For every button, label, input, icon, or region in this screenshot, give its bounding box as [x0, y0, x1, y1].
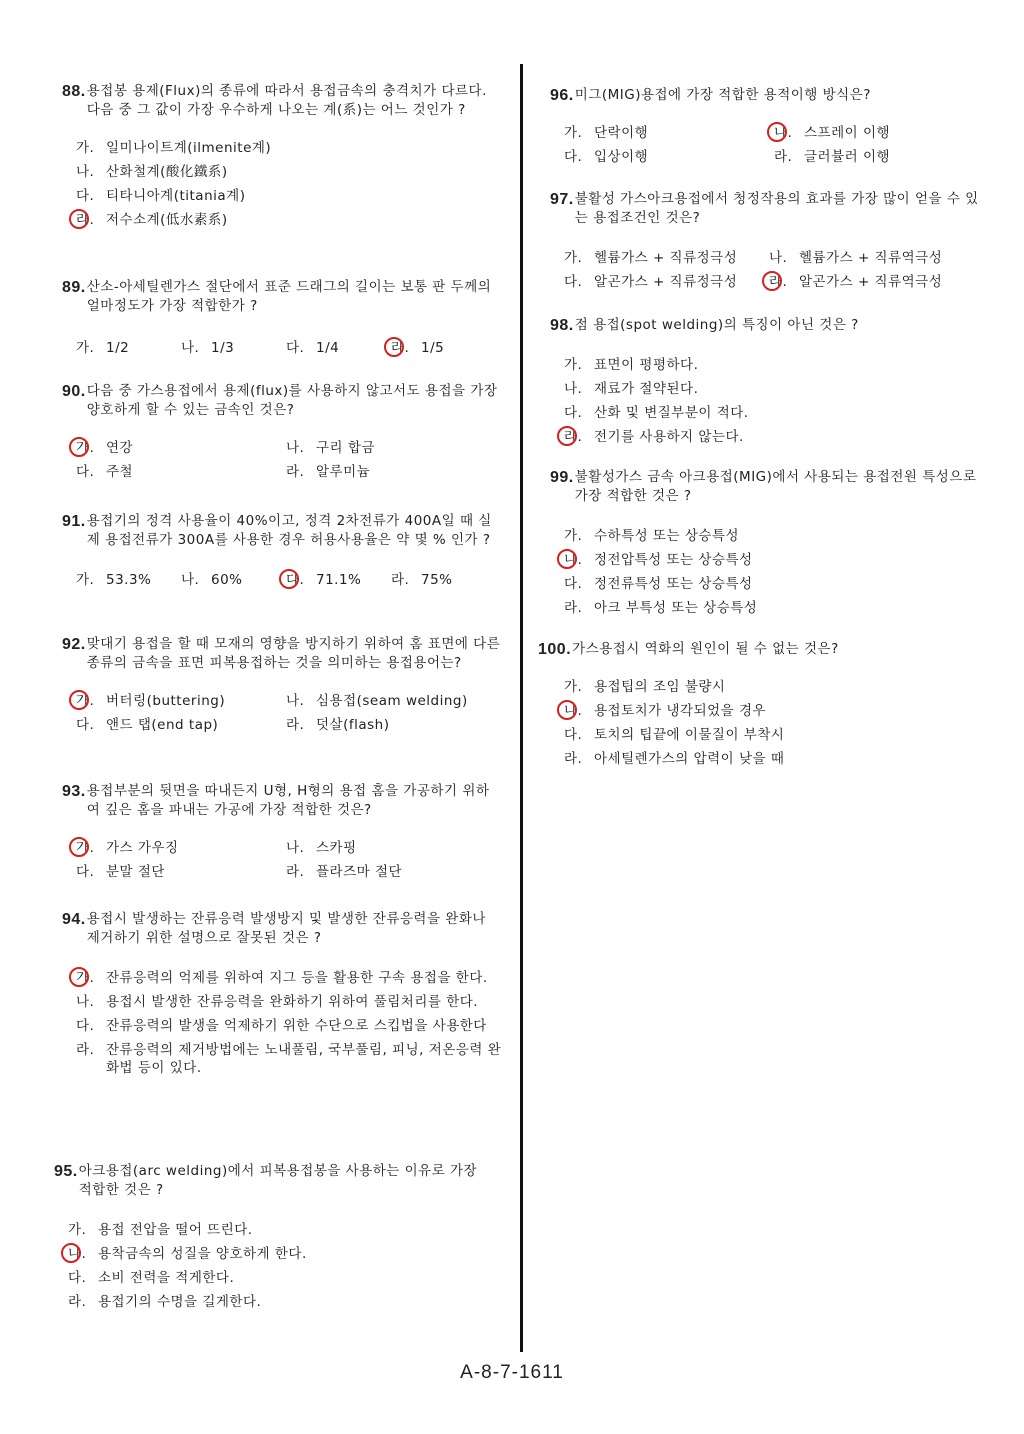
answer-circle-mark [69, 437, 89, 457]
option[interactable]: 나. 스카핑 [286, 840, 357, 856]
option[interactable]: 다. 티타니아계(titania계) [76, 188, 246, 204]
option-selected[interactable]: 라. 1/5 [391, 336, 496, 360]
question-number: 99. [550, 469, 574, 486]
question-number: 91. [62, 513, 86, 530]
question-94 [62, 910, 502, 1080]
option[interactable]: 가. 용접 전압을 떨어 뜨린다. [68, 1222, 253, 1238]
option-selected[interactable]: 가. 버터링(buttering) [76, 689, 286, 713]
option[interactable]: 나. 헬륨가스 + 직류역극성 [769, 250, 943, 266]
answer-circle-mark [557, 549, 577, 569]
option[interactable]: 가. 용접팁의 조임 불량시 [564, 679, 726, 695]
answer-circle-mark [767, 122, 787, 142]
question-92 [62, 635, 502, 737]
option[interactable]: 가. 53.3% [76, 572, 152, 588]
question-number: 88. [62, 83, 86, 100]
option[interactable]: 나. 용접시 발생한 잔류응력을 완화하기 위하여 풀림처리를 한다. [76, 994, 479, 1010]
option[interactable]: 다. 소비 전력을 적게한다. [68, 1270, 235, 1286]
column-divider [520, 64, 523, 1352]
option[interactable]: 라. 알루미늄 [286, 464, 371, 480]
option[interactable]: 라. 글러뷸러 이행 [774, 149, 891, 165]
question-text: 미그(MIG)용접에 가장 적합한 용적이행 방식은? [574, 87, 871, 103]
answer-circle-mark [557, 426, 577, 446]
option[interactable]: 나. 1/3 [181, 340, 235, 356]
answer-circle-mark [69, 690, 89, 710]
question-91 [62, 512, 502, 592]
option[interactable]: 다. 1/4 [286, 340, 340, 356]
question-number: 89. [62, 279, 86, 296]
option[interactable]: 라. 아크 부특성 또는 상승특성 [564, 600, 758, 616]
question-text: 아크용접(arc welding)에서 피복용접봉을 사용하는 이유로 가장 적합한 것은 ? [78, 1163, 478, 1198]
option[interactable]: 가. 단락이행 [564, 125, 649, 141]
option[interactable]: 라. 잔류응력의 제거방법에는 노내풀림, 국부풀림, 피닝, 저온응력 완화법 등이 있다. [76, 1042, 502, 1076]
option-selected[interactable]: 가. 가스 가우징 [76, 836, 286, 860]
option[interactable]: 가. 1/2 [76, 340, 130, 356]
option[interactable]: 다. 산화 및 변질부분이 적다. [564, 405, 749, 421]
option-selected[interactable]: 라. 저수소계(低水素系) [76, 208, 502, 232]
option[interactable]: 다. 정전류특성 또는 상승특성 [564, 576, 753, 592]
answer-circle-mark [69, 209, 89, 229]
question-text: 불활성가스 금속 아크용접(MIG)에서 사용되는 용접전원 특성으로 가장 적합한 것은 ? [574, 469, 977, 504]
question-99 [550, 468, 980, 620]
option[interactable]: 라. 아세틸렌가스의 압력이 낮을 때 [564, 751, 785, 767]
question-text: 불활성 가스아크용접에서 청정작용의 효과를 가장 많이 얻을 수 있는 용접조건인 것은? [574, 191, 979, 226]
question-number: 97. [550, 191, 574, 208]
question-text: 용접시 발생하는 잔류응력 발생방지 및 발생한 잔류응력을 완화나 제거하기 위한 설명으로 잘못된 것은 ? [86, 911, 486, 946]
question-text: 점 용접(spot welding)의 특징이 아닌 것은 ? [574, 317, 859, 333]
option[interactable]: 가. 일미나이트계(ilmenite계) [76, 140, 272, 156]
option-selected[interactable]: 가. 잔류응력의 억제를 위하여 지그 등을 활용한 구속 용접을 한다. [76, 966, 502, 990]
option[interactable]: 나. 60% [181, 572, 243, 588]
question-number: 100. [538, 641, 572, 658]
question-text: 가스용접시 역화의 원인이 될 수 없는 것은? [572, 641, 839, 657]
option[interactable]: 다. 주철 [76, 464, 134, 480]
answer-circle-mark [279, 569, 299, 589]
answer-circle-mark [69, 837, 89, 857]
question-text: 맞대기 용접을 할 때 모재의 영향을 방지하기 위하여 홈 표면에 다른 종류의 금속을 표면 피복용접하는 것을 의미하는 용접용어는? [86, 636, 501, 671]
option[interactable]: 가. 수하특성 또는 상승특성 [564, 528, 739, 544]
option[interactable]: 나. 산화철계(酸化鐵系) [76, 164, 228, 180]
option-selected[interactable]: 나. 용접토치가 냉각되었을 경우 [564, 699, 968, 723]
question-93 [62, 782, 502, 884]
question-text: 용접봉 용제(Flux)의 종류에 따라서 용접금속의 충격치가 다르다. 다음 중 그 값이 가장 우수하게 나오는 계(系)는 어느 것인가 ? [86, 83, 487, 118]
option[interactable]: 가. 헬륨가스 + 직류정극성 [564, 250, 738, 266]
answer-circle-mark [384, 337, 404, 357]
page-footer-code: A-8-7-1611 [460, 1362, 564, 1383]
option[interactable]: 다. 알곤가스 + 직류정극성 [564, 274, 738, 290]
option-selected[interactable]: 나. 스프레이 이행 [774, 121, 984, 145]
question-88 [62, 82, 502, 232]
question-number: 94. [62, 911, 86, 928]
question-100 [538, 640, 968, 771]
option[interactable]: 다. 분말 절단 [76, 864, 165, 880]
question-text: 다음 중 가스용접에서 용제(flux)를 사용하지 않고서도 용접을 가장 양호하게 할 수 있는 금속인 것은? [86, 383, 498, 418]
question-text: 용접기의 정격 사용율이 40%이고, 정격 2차전류가 400A일 때 실제 용접전류가 300A를 사용한 경우 허용사용율은 약 몇 % 인가 ? [86, 513, 492, 548]
option[interactable]: 나. 구리 합금 [286, 440, 375, 456]
option[interactable]: 라. 덧살(flash) [286, 717, 390, 733]
option-selected[interactable]: 나. 정전압특성 또는 상승특성 [564, 548, 980, 572]
question-text: 용접부분의 뒷면을 따내든지 U형, H형의 용접 홈을 가공하기 위하여 깊은 홈을 파내는 가공에 가장 적합한 것은? [86, 783, 490, 818]
question-number: 98. [550, 317, 574, 334]
option[interactable]: 다. 앤드 탭(end tap) [76, 717, 219, 733]
option[interactable]: 라. 75% [391, 572, 453, 588]
option-selected[interactable]: 가. 연강 [76, 436, 286, 460]
answer-circle-mark [557, 700, 577, 720]
question-number: 95. [54, 1163, 78, 1180]
question-number: 96. [550, 87, 574, 104]
question-number: 92. [62, 636, 86, 653]
answer-circle-mark [69, 967, 89, 987]
answer-circle-mark [61, 1243, 81, 1263]
question-98 [550, 316, 980, 449]
question-96 [550, 86, 980, 169]
question-number: 90. [62, 383, 86, 400]
question-89 [62, 278, 502, 360]
option-selected[interactable]: 나. 용착금속의 성질을 양호하게 한다. [68, 1242, 494, 1266]
question-90 [62, 382, 502, 484]
question-97 [550, 190, 980, 294]
answer-circle-mark [762, 271, 782, 291]
option[interactable]: 다. 토치의 팁끝에 이물질이 부착시 [564, 727, 785, 743]
option[interactable]: 라. 플라즈마 절단 [286, 864, 403, 880]
question-95 [54, 1162, 494, 1314]
option-selected[interactable]: 다. 71.1% [286, 568, 391, 592]
option[interactable]: 가. 표면이 평평하다. [564, 357, 699, 373]
option[interactable]: 나. 심용접(seam welding) [286, 693, 468, 709]
question-text: 산소-아세틸렌가스 절단에서 표준 드래그의 길이는 보통 판 두께의 얼마정도가 가장 적합한가 ? [86, 279, 492, 314]
option[interactable]: 다. 입상이행 [564, 149, 649, 165]
question-number: 93. [62, 783, 86, 800]
option[interactable]: 라. 용접기의 수명을 길게한다. [68, 1294, 262, 1310]
option-selected[interactable]: 라. 전기를 사용하지 않는다. [564, 425, 980, 449]
option[interactable]: 나. 재료가 절약된다. [564, 381, 699, 397]
option[interactable]: 다. 잔류응력의 발생을 억제하기 위한 수단으로 스킵법을 사용한다 [76, 1018, 487, 1034]
option-selected[interactable]: 라. 알곤가스 + 직류역극성 [769, 270, 974, 294]
